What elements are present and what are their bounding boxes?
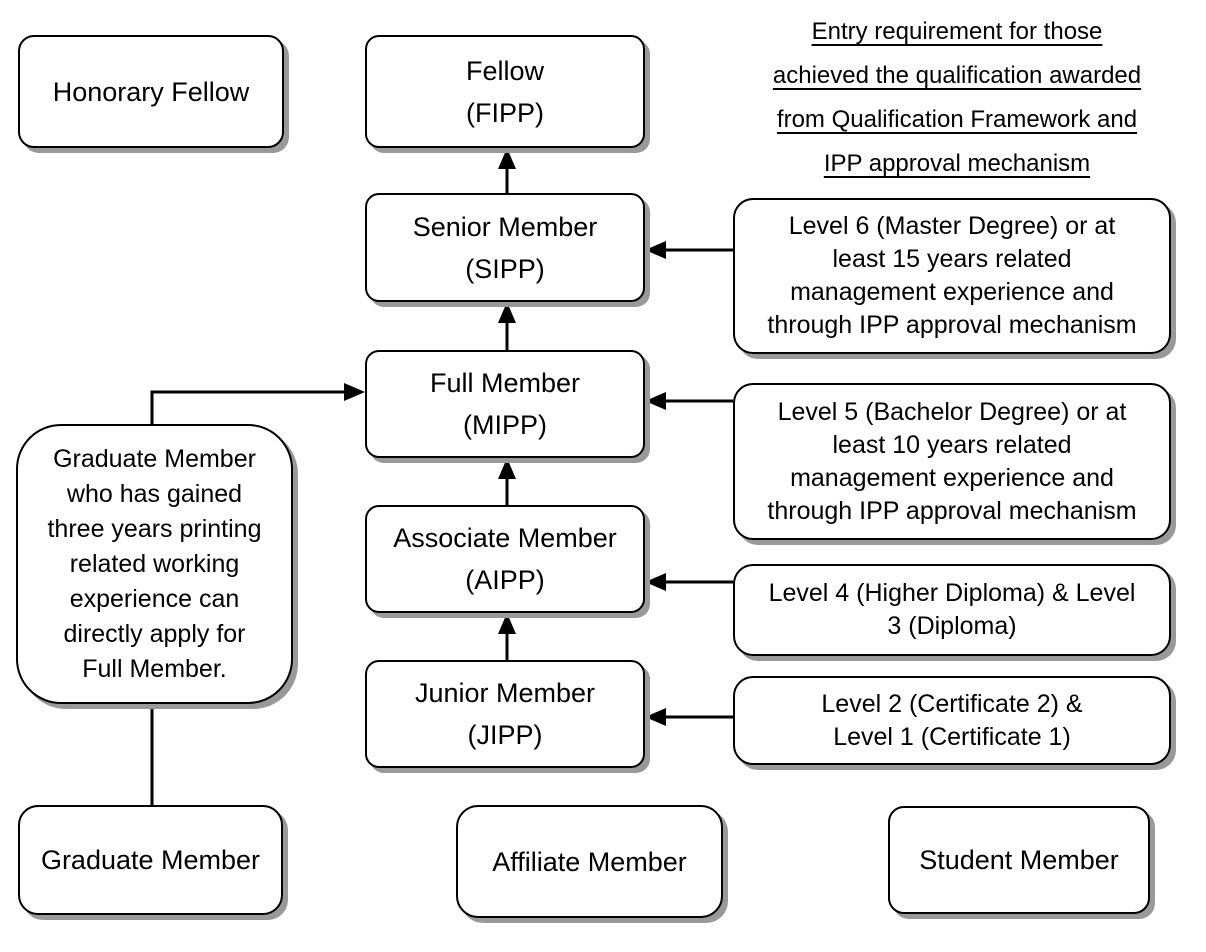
entry-requirement-heading — [714, 10, 1200, 186]
note-line: experience can — [69, 584, 240, 613]
requirement-line: management experience and — [790, 463, 1114, 492]
affiliate-member-box — [456, 805, 723, 918]
junior-member-box — [365, 660, 645, 768]
note-line: related working — [69, 549, 240, 578]
box-title: Full Member — [429, 368, 581, 398]
requirement-line: through IPP approval mechanism — [767, 311, 1137, 339]
heading-line: IPP approval mechanism — [823, 150, 1091, 177]
arrowhead-up-icon — [498, 613, 516, 634]
note-line: Graduate Member — [53, 444, 256, 473]
box-label: Honorary Fellow — [52, 76, 250, 107]
arrow-level5-to-full — [645, 392, 733, 410]
note-line: directly apply for — [63, 619, 246, 648]
arrowhead-right-icon — [344, 383, 365, 401]
box-abbreviation: (MIPP) — [463, 410, 547, 440]
box-abbreviation: (JIPP) — [467, 720, 543, 750]
requirement-line: Level 6 (Master Degree) or at — [788, 212, 1116, 240]
arrowhead-up-icon — [498, 302, 516, 323]
requirement-line: Level 4 (Higher Diploma) & Level — [768, 579, 1136, 607]
arrow-associate-to-full — [498, 458, 516, 505]
requirement-line: Level 1 (Certificate 1) — [833, 722, 1071, 751]
heading-line: Entry requirement for those — [811, 18, 1103, 45]
arrow-senior-to-fellow — [498, 148, 516, 193]
associate-member-box — [365, 505, 645, 613]
box-title: Associate Member — [393, 523, 617, 553]
requirement-line: management experience and — [790, 278, 1114, 306]
box-label: Student Member — [919, 845, 1119, 875]
student-member-box — [888, 806, 1150, 914]
arrowhead-left-icon — [645, 573, 666, 591]
requirement-line: least 15 years related — [832, 245, 1072, 273]
requirement-line: Level 5 (Bachelor Degree) or at — [777, 397, 1127, 426]
level2-requirement-box — [733, 676, 1171, 765]
level4-requirement-box — [733, 564, 1171, 656]
box-title: Junior Member — [414, 678, 596, 708]
full-member-box — [365, 350, 645, 458]
senior-member-box — [365, 193, 645, 302]
requirement-line: through IPP approval mechanism — [767, 496, 1137, 525]
box-abbreviation: (FIPP) — [466, 97, 544, 128]
graduate-note-box — [16, 424, 293, 704]
arrow-junior-to-associate — [498, 613, 516, 660]
note-line: who has gained — [66, 479, 243, 508]
arrow-level2-to-junior — [645, 708, 733, 726]
level6-requirement-box — [733, 198, 1171, 354]
note-line: three years printing — [47, 514, 262, 543]
arrow-level4-to-associate — [645, 573, 733, 591]
requirement-line: least 10 years related — [832, 430, 1072, 459]
note-line: Full Member. — [82, 654, 227, 683]
arrowhead-up-icon — [498, 458, 516, 479]
heading-line: from Qualification Framework and — [776, 106, 1138, 133]
graduate-member-box — [18, 805, 283, 915]
requirement-line: Level 2 (Certificate 2) & — [821, 689, 1083, 718]
box-label: Graduate Member — [40, 845, 261, 875]
heading-line: achieved the qualification awarded — [772, 62, 1142, 89]
arrow-full-to-senior — [498, 302, 516, 350]
box-title: Fellow — [465, 55, 545, 86]
box-label: Affiliate Member — [492, 846, 687, 877]
arrowhead-left-icon — [645, 241, 666, 259]
arrowhead-left-icon — [645, 708, 666, 726]
requirement-line: 3 (Diploma) — [887, 612, 1017, 640]
box-title: Senior Member — [412, 211, 598, 242]
arrowhead-up-icon — [498, 148, 516, 169]
level5-requirement-box — [733, 383, 1171, 540]
arrow-level6-to-senior — [645, 241, 733, 259]
arrowhead-left-icon — [645, 392, 666, 410]
fellow-box — [365, 35, 645, 148]
honorary-fellow-box — [18, 35, 284, 148]
box-abbreviation: (SIPP) — [465, 253, 545, 284]
box-abbreviation: (AIPP) — [465, 565, 545, 595]
